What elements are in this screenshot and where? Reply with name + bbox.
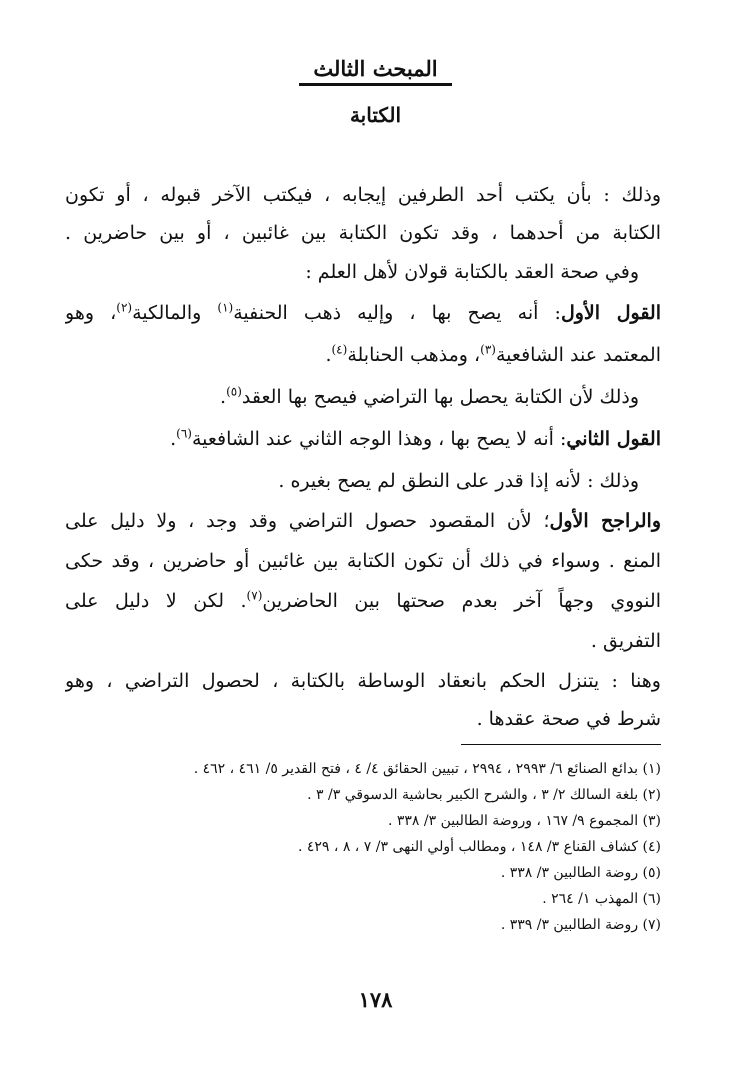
body-text: : أنه لا يصح بها ، وهذا الوجه الثاني عند الشافعية xyxy=(191,428,567,450)
footnote-ref-7[interactable]: (٧) xyxy=(246,588,263,603)
body-text: . xyxy=(170,428,177,450)
body-text: : أنه يصح بها ، وإليه ذهب الحنفية xyxy=(233,302,561,324)
footnote-7: (٧) روضة الطالبين ٣/ ٣٣٩ . xyxy=(500,917,661,933)
footnote-6: (٦) المهذب ١/ ٢٦٤ . xyxy=(542,891,661,907)
body-line-9 xyxy=(65,502,661,540)
body-line-4 xyxy=(65,294,661,332)
body-text: ، وهو xyxy=(65,302,117,324)
footnote-ref-1[interactable]: (١) xyxy=(217,300,234,315)
footnote-ref-3[interactable]: (٣) xyxy=(480,342,496,357)
body-text: . xyxy=(325,344,332,366)
body-text: المعتمد عند الشافعية xyxy=(495,344,661,366)
body-text: والمالكية xyxy=(132,302,218,324)
section-title-text: المبحث الثالث xyxy=(299,56,451,86)
footnote-5: (٥) روضة الطالبين ٣/ ٣٣٨ . xyxy=(500,865,661,881)
footnote-4: (٤) كشاف القناع ٣/ ١٤٨ ، ومطالب أولي النهى ٣/ ٧ ، ٨ ، ٤٢٩ . xyxy=(297,839,661,855)
body-line-14: شرط في صحة عقدها . xyxy=(476,708,661,730)
first-opinion-label: القول الأول xyxy=(560,302,661,324)
body-line-3: وفي صحة العقد بالكتابة قولان لأهل العلم : xyxy=(305,261,639,283)
body-line-10: المنع . وسواء في ذلك أن تكون الكتابة بين غائبين أو حاضرين ، وقد حكى xyxy=(65,550,661,572)
body-text: . لكن لا دليل على xyxy=(65,590,247,612)
footnote-ref-5[interactable]: (٥) xyxy=(226,384,242,399)
body-text: . xyxy=(220,386,227,408)
subsection-title: الكتابة xyxy=(349,103,402,127)
preferred-opinion-label: والراجح الأول xyxy=(549,510,661,532)
body-line-12: التفريق . xyxy=(590,630,661,652)
body-text: ؛ لأن المقصود حصول التراضي وقد وجد ، ولا دليل على xyxy=(65,510,550,532)
second-opinion-label: القول الثاني xyxy=(566,428,661,450)
footnote-3: (٣) المجموع ٩/ ١٦٧ ، وروضة الطالبين ٣/ ٣٣٨ . xyxy=(387,813,661,829)
body-line-11 xyxy=(65,582,661,620)
footnote-2: (٢) بلغة السالك ٢/ ٣ ، والشرح الكبير بحاشية الدسوقي ٣/ ٣ . xyxy=(307,787,661,803)
body-line-8: وذلك : لأنه إذا قدر على النطق لم يصح بغيره . xyxy=(278,470,639,492)
section-title xyxy=(0,54,751,84)
body-text: وذلك لأن الكتابة يحصل بها التراضي فيصح بها العقد xyxy=(241,386,639,408)
body-line-5 xyxy=(65,336,661,374)
body-line-1: وذلك : بأن يكتب أحد الطرفين إيجابه ، فيكتب الآخر قبوله ، أو تكون xyxy=(65,184,661,206)
body-line-6 xyxy=(65,378,639,416)
footnote-ref-4[interactable]: (٤) xyxy=(331,342,348,357)
body-line-7 xyxy=(65,420,661,458)
body-line-2: الكتابة من أحدهما ، وقد تكون الكتابة بين غائبين ، أو بين حاضرين . xyxy=(65,222,661,244)
footnote-separator xyxy=(461,744,661,745)
page-number: ١٧٨ xyxy=(358,987,393,1012)
footnote-1: (١) بدائع الصنائع ٦/ ٢٩٩٣ ، ٢٩٩٤ ، تبيين الحقائق ٤/ ٤ ، فتح القدير ٥/ ٤٦١ ، ٤٦٢ . xyxy=(193,761,661,777)
footnote-ref-6[interactable]: (٦) xyxy=(176,426,192,441)
body-text: النووي وجهاً آخر بعدم صحتها بين الحاضرين xyxy=(262,590,661,612)
footnote-ref-2[interactable]: (٢) xyxy=(116,300,133,315)
body-text: ، ومذهب الحنابلة xyxy=(347,344,481,366)
body-line-13: وهنا : يتنزل الحكم بانعقاد الوساطة بالكتابة ، لحصول التراضي ، وهو xyxy=(65,670,661,692)
